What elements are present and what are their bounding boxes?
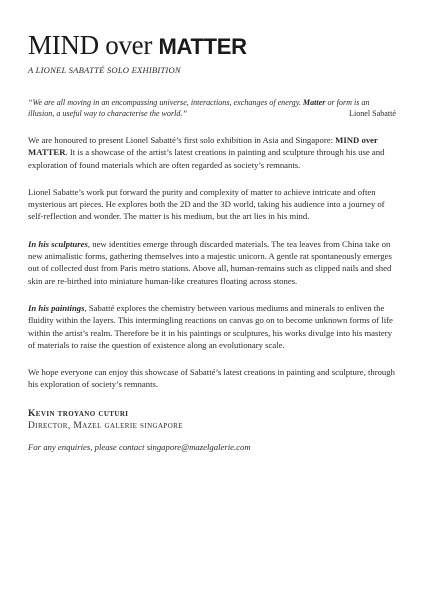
paintings-lead: In his paintings xyxy=(28,302,85,313)
quote-attribution: Lionel Sabatté xyxy=(349,109,396,118)
paintings-paragraph xyxy=(28,302,396,351)
artist-quote xyxy=(28,97,396,119)
paintings-text: , Sabatté explores the chemistry between various mediums and minerals to enliven the fluidity within the layers. This intermingling reactions on canvas go on to become unknown forms of life within the artist’s realm. Therefore be it in his paintings or sculptures, his works divulge into his mastery of materials to raise the question of existence along an evolutionary scale. xyxy=(28,302,393,350)
sculptures-text: , new identities emerge through discarded materials. The tea leaves from China take on new animalistic forms, gathering themselves into a majestic unicorn. A gentle rat spontaneously emerges out of collected dust from Paris metro stations. Above all, human-remains such as clipped nails and shed skin are re-birthed into miniature human-like creatures floating across stones. xyxy=(28,238,392,286)
page-subtitle: A LIONEL SABATTÉ SOLO EXHIBITION xyxy=(28,65,181,75)
signatory-role: Director, Mazel galerie singapore xyxy=(28,420,183,431)
signatory-name: Kevin troyano cuturi xyxy=(28,408,129,419)
matter-paragraph: Lionel Sabatte’s work put forward the purity and complexity of matter to achieve intricate and often mysterious art pieces. He explores both the 2D and the 3D world, taking his audience into a journey of self-reflection and wonder. The matter is his medium, but the art lies in his mind. xyxy=(28,186,385,222)
quote-text-start: “We are all moving in an encompassing universe, interactions, exchanges of energy. xyxy=(28,98,301,107)
sculptures-paragraph xyxy=(28,238,396,287)
quote-text-end: or form is an illusion, a useful way to characterise the world.” xyxy=(28,98,370,118)
intro-exhibition-name: MIND over MATTER xyxy=(28,135,378,158)
closing-paragraph: We hope everyone can enjoy this showcase of Sabatté’s latest creations in painting and sculpture, through his exploration of society’s remnants. xyxy=(28,367,395,390)
title-part-matter: MATTER xyxy=(158,34,247,59)
intro-text-end: . It is a showcase of the artist’s latest creations in painting and sculpture through his use and exploration of found materials which are often regarded as society’s remnants. xyxy=(28,147,385,170)
title-part-mind-over: MIND over xyxy=(28,30,153,60)
intro-paragraph xyxy=(28,134,396,171)
page-title xyxy=(28,30,396,62)
sculptures-lead: In his sculptures xyxy=(28,238,88,249)
contact-line: For any enquiries, please contact singapore@mazelgalerie.com xyxy=(28,441,251,452)
quote-emphasis: Matter xyxy=(302,98,326,107)
signature-block xyxy=(28,408,396,432)
intro-text-start: We are honoured to present Lionel Sabatté’s first solo exhibition in Asia and Singapore: xyxy=(28,135,333,145)
